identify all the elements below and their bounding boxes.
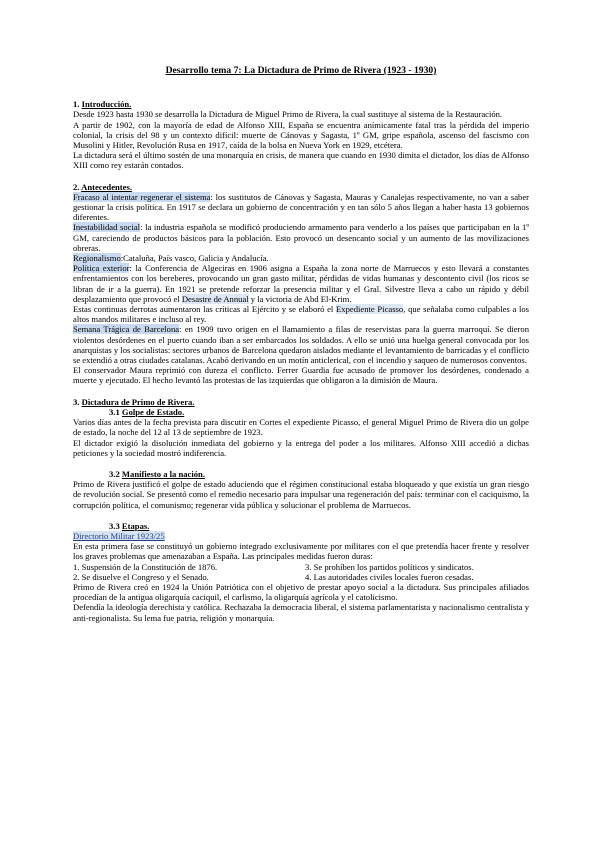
antecedent-picasso: [73, 304, 529, 324]
highlight-tragic-week: Semana Trágica de Barcelona: [73, 324, 180, 335]
subsection-3-1-number: 3.1: [109, 406, 120, 417]
subsection-3-3-title: Etapas.: [121, 520, 150, 531]
section-3-heading: [73, 397, 529, 407]
subsection-3-1-heading: [109, 407, 529, 417]
intro-paragraph-2: A partir de 1902, con la mayoría de edad de Alfonso XIII, España se encuentra anímicamente fatal tras la pérdida del imperio colonial, la crisis del 98 y un contexto difícil: muerte de Cánovas y Sagasta, 1º GM, gripe española, ascenso del fascismo con Musolini y Hitler, Revolución Rusa en 1917, caída de la bolsa en Nueva York en 1929, etcétera.: [73, 119, 529, 151]
coup-paragraph-1: Varios días antes de la fecha prevista para discutir en Cortes el expediente Picasso, el general Miguel Primo de Rivera dio un golpe de estado, la noche del 12 al 13 de septiembre de 1923.: [73, 417, 529, 438]
highlight-foreign-policy: Política exterior: [73, 263, 130, 274]
picasso-text-b: , que señalaba como culpables a los altos mandos militares e incluso al rey.: [73, 304, 529, 325]
highlight-regionalism: Regionalismo: [73, 253, 121, 264]
intro-paragraph-3: La dictadura será el último sostén de una monarquía en crisis, de manera que cuando en 1930 dimita el dictador, los días de Alfonso XIII como rey estarán contados.: [73, 150, 529, 171]
measure-item: 2. Se disuelve el Congreso y el Senado.: [73, 571, 209, 582]
subsection-3-3-number: 3.3: [109, 520, 120, 531]
section-1-title: Introducción.: [81, 99, 132, 110]
stages-paragraph-2: Primo de Rivera creó en 1924 la Unión Patriótica con el objetivo de prestar apoyo social a la dictadura. Sus principales afiliados procedían de la antigua oligarquía caciquil, el carlismo, la oligarquía agrícola y el catolicismo.: [73, 581, 529, 603]
highlight-system-failure: Fracaso al intentar regenerar el sistema: [73, 191, 211, 202]
manifesto-paragraph: Primo de Rivera justificó el golpe de estado aduciendo que el régimen constitucional estaba bloqueado y que existía un gran riesgo de revolución social. Se presentó como el remedio necesario para impulsar una regeneración del país: terminar con el caciquismo, la corrupción política, el comunismo; regenerar vida pública y solucionar el problema de Marruecos.: [73, 479, 529, 510]
stage-military-directory: Directorio Militar 1923/25: [73, 530, 165, 541]
antecedent-foreign-policy: [73, 263, 529, 304]
antecedent-social-instability: [73, 222, 529, 253]
coup-paragraph-2: El dictador exigió la disolución inmediata del gobierno y la entrega del poder a los militares. Alfonso XIII accedió a dichas peticiones y la sociedad mostró indiferencia.: [73, 437, 529, 458]
picasso-text-a: Estas continuas derrotas aumentaron las críticas al Ejército y se elaboró el: [73, 304, 337, 315]
highlight-social-instability: Inestabilidad social: [73, 222, 141, 233]
regionalism-text: :Cataluña, País vasco, Galicia y Andalucía.: [120, 253, 269, 264]
document-page: [73, 66, 529, 623]
section-1-number: 1.: [73, 99, 80, 110]
subsection-3-2-title: Manifiesto a la nación.: [121, 468, 205, 479]
antecedent-regionalism: [73, 253, 529, 263]
tragic-week-text: : en 1909 tuvo origen en el llamamiento a filas de reservistas para la guerra marroquí. Se dieron violentos desórdenes en el puerto cuando iban a ser embarcados los soldados. A ello se unió una huelga general convocada por los anarquistas y los socialistas: sectores urbanos de Barcelona quedaron aislados mediante el levantamiento de barricadas y el conflicto se extendió a otras ciudades catalanas. Acabó derivando en un motín anticlerical, con el incendio y saqueo de numerosos conventos.: [73, 324, 529, 366]
section-3-number: 3.: [73, 396, 80, 407]
section-2-title: Antecedentes.: [81, 181, 132, 192]
stage-heading-wrapper: [73, 531, 529, 541]
highlight-annual: Desastre de Annual: [181, 293, 249, 304]
stages-paragraph-1: En esta primera fase se constituyó un gobierno integrado exclusivamente por militares con el que pretendía hacer frente y resolver los graves problemas que amenazaban a España. Las principales medidas fueron duras:: [73, 541, 529, 562]
antecedent-tragic-week: [73, 324, 529, 365]
foreign-policy-text-a: : la Conferencia de Algeciras en 1906 asigna a España la zona norte de Marruecos y esto llevará a constantes enfrentamientos con los bereberes, provocando un gran gasto militar, pérdidas de vidas humanas y descontento civil (los ricos se libran de ir a la guerra). En 1921 se pretende reforzar la presencia militar y el Gral. Silvestre lleva a cabo un rápido y débil desplazamiento que provocó el: [73, 263, 529, 304]
system-failure-text: : los sustitutos de Cánovas y Sagasta, Mauras y Canalejas respectivamente, no van a saber gestionar la crisis política. En 1917 se declara un gobierno de concentración y en tan sólo 5 años llegan a haber hasta 13 gobiernos diferentes.: [73, 191, 529, 223]
social-instability-text: : la industria española se modificó produciendo armamento para venderlo a los países que participaban en la 1º GM, careciendo de productos básicos para la población. Esto provocó un desencanto social y un aumento de las movilizaciones obreras.: [73, 222, 529, 253]
subsection-3-2-heading: [109, 469, 529, 479]
subsection-3-3-heading: [109, 521, 529, 531]
antecedent-system-failure: [73, 192, 529, 223]
section-2-number: 2.: [73, 181, 80, 192]
measure-item: 1. Suspensión de la Constitución de 1876.: [73, 561, 218, 572]
measures-list: [73, 562, 529, 582]
section-2-heading: [73, 182, 529, 192]
subsection-3-2-number: 3.2: [109, 468, 120, 479]
section-3-title: Dictadura de Primo de Rivera.: [81, 396, 195, 407]
stages-paragraph-3: Defendía la ideología derechista y católica. Rechazaba la democracia liberal, el sistema parlamentarista y nacionalismo centralista y anti-regionalista. Su lema fue patria, religión y monarquía.: [73, 602, 529, 623]
foreign-policy-text-b: y la victoria de Abd El-Krim.: [248, 293, 352, 304]
measure-item: 3. Se prohíben los partidos políticos y sindicatos.: [305, 561, 474, 572]
antecedent-maura: El conservador Maura reprimió con dureza el conflicto. Ferrer Guardia fue acusado de promover los desórdenes, condenado a muerte y ejecutado. El hecho levantó las protestas de las izquierdas que obligaron a la dimisión de Maura.: [73, 365, 529, 386]
highlight-picasso: Expediente Picasso: [336, 304, 404, 315]
measure-item: 4. Las autoridades civiles locales fueron cesadas.: [305, 571, 474, 582]
section-1-heading: [73, 99, 529, 109]
subsection-3-1-title: Golpe de Estado.: [121, 406, 185, 417]
intro-paragraph-1: Desde 1923 hasta 1930 se desarrolla la Dictadura de Miguel Primo de Rivera, la cual sustituye al sistema de la Restauración.: [73, 109, 503, 120]
page-title: Desarrollo tema 7: La Dictadura de Primo de Rivera (1923 - 1930): [165, 65, 437, 76]
